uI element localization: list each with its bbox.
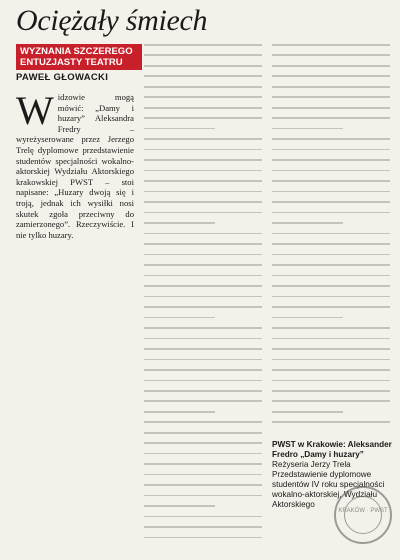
text-line-placeholder xyxy=(272,191,390,193)
info-heading: PWST w Krakowie: Aleksander Fredro „Damy i huzary” xyxy=(272,440,392,459)
text-line-placeholder xyxy=(272,369,390,371)
stamp-seal-icon xyxy=(334,486,392,544)
text-line-placeholder xyxy=(144,390,262,392)
text-line-placeholder xyxy=(144,369,262,371)
text-line-placeholder xyxy=(144,516,262,518)
text-line-placeholder xyxy=(144,537,262,539)
text-line-placeholder xyxy=(144,75,262,77)
text-line-placeholder xyxy=(272,317,343,319)
text-line-placeholder xyxy=(272,75,390,77)
text-line-placeholder xyxy=(272,411,343,413)
text-line-placeholder xyxy=(144,359,262,361)
text-line-placeholder xyxy=(144,296,262,298)
text-line-placeholder xyxy=(272,327,390,329)
article-lede: idzowie mogą mówić: „Damy i huzary” Aleksandra Fredry – wyreżyserowane przez Jerzego Trelę dyplomowe przedstawienie studentów specjalności wokalno-aktorskiej Wydziału Aktorskiego krakowskiej PWST – stoi napisane: „Huzary dwoją się i troją, jednak ich wysiłki nosi skutek zgoła przeciwny do zamierzonego”. Rzeczywiście. I nie tylko huzary. xyxy=(16,92,134,240)
text-line-placeholder xyxy=(144,65,262,67)
text-line-placeholder xyxy=(144,128,215,130)
article-column-1 xyxy=(16,88,134,240)
text-line-placeholder xyxy=(144,338,262,340)
text-line-placeholder xyxy=(272,264,390,266)
info-description: Przedstawienie dyplomowe studentów IV roku specjalności wokalno-aktorskiej, Wydziału Aktorskiego xyxy=(272,470,385,509)
text-line-placeholder xyxy=(272,159,390,161)
text-line-placeholder xyxy=(144,474,262,476)
text-placeholder-block xyxy=(144,44,262,538)
stamp-text: KRAKÓW · PWST xyxy=(338,508,388,514)
text-line-placeholder xyxy=(144,138,262,140)
text-line-placeholder xyxy=(272,421,390,423)
text-placeholder-block xyxy=(272,44,390,423)
text-line-placeholder xyxy=(144,96,262,98)
text-line-placeholder xyxy=(144,453,262,455)
text-line-placeholder xyxy=(144,495,262,497)
stamp-inner-ring xyxy=(344,496,382,534)
text-line-placeholder xyxy=(144,54,262,56)
text-line-placeholder xyxy=(272,86,390,88)
text-line-placeholder xyxy=(272,359,390,361)
text-line-placeholder xyxy=(144,327,262,329)
text-line-placeholder xyxy=(144,380,262,382)
text-line-placeholder xyxy=(144,348,262,350)
text-line-placeholder xyxy=(144,107,262,109)
text-line-placeholder xyxy=(144,484,262,486)
text-line-placeholder xyxy=(272,65,390,67)
text-line-placeholder xyxy=(144,149,262,151)
text-line-placeholder xyxy=(144,222,215,224)
text-line-placeholder xyxy=(272,306,390,308)
text-line-placeholder xyxy=(272,138,390,140)
text-line-placeholder xyxy=(272,149,390,151)
text-line-placeholder xyxy=(144,254,262,256)
text-line-placeholder xyxy=(272,107,390,109)
text-line-placeholder xyxy=(144,505,215,507)
text-line-placeholder xyxy=(144,285,262,287)
text-line-placeholder xyxy=(272,296,390,298)
text-line-placeholder xyxy=(144,159,262,161)
text-line-placeholder xyxy=(272,348,390,350)
text-line-placeholder xyxy=(272,338,390,340)
article-title: Ociężały śmiech xyxy=(16,4,208,37)
text-line-placeholder xyxy=(272,201,390,203)
text-line-placeholder xyxy=(272,44,390,46)
text-line-placeholder xyxy=(144,317,215,319)
text-line-placeholder xyxy=(272,170,390,172)
text-line-placeholder xyxy=(144,526,262,528)
text-line-placeholder xyxy=(144,400,262,402)
text-line-placeholder xyxy=(144,191,262,193)
text-line-placeholder xyxy=(144,264,262,266)
text-line-placeholder xyxy=(144,117,262,119)
text-line-placeholder xyxy=(144,421,262,423)
text-line-placeholder xyxy=(272,233,390,235)
text-line-placeholder xyxy=(144,442,262,444)
text-line-placeholder xyxy=(272,180,390,182)
text-line-placeholder xyxy=(144,201,262,203)
text-line-placeholder xyxy=(272,285,390,287)
text-line-placeholder xyxy=(272,128,343,130)
text-line-placeholder xyxy=(144,275,262,277)
text-line-placeholder xyxy=(272,400,390,402)
text-line-placeholder xyxy=(272,390,390,392)
text-line-placeholder xyxy=(144,463,262,465)
text-line-placeholder xyxy=(272,222,343,224)
text-line-placeholder xyxy=(272,117,390,119)
text-line-placeholder xyxy=(272,96,390,98)
article-kicker: WYZNANIA SZCZEREGO ENTUZJASTY TEATRU xyxy=(16,44,142,70)
article-author: PAWEŁ GŁOWACKI xyxy=(16,72,109,83)
article-column-2 xyxy=(144,44,262,547)
text-line-placeholder xyxy=(144,432,262,434)
dropcap: W xyxy=(16,88,54,133)
text-line-placeholder xyxy=(144,411,215,413)
text-line-placeholder xyxy=(272,54,390,56)
text-line-placeholder xyxy=(144,86,262,88)
info-director: Reżyseria Jerzy Trela xyxy=(272,460,351,469)
text-line-placeholder xyxy=(272,254,390,256)
article-column-3 xyxy=(272,44,390,432)
text-line-placeholder xyxy=(144,306,262,308)
text-line-placeholder xyxy=(272,243,390,245)
text-line-placeholder xyxy=(144,44,262,46)
text-line-placeholder xyxy=(144,212,262,214)
text-line-placeholder xyxy=(272,380,390,382)
text-line-placeholder xyxy=(144,170,262,172)
text-line-placeholder xyxy=(144,233,262,235)
text-line-placeholder xyxy=(144,180,262,182)
text-line-placeholder xyxy=(272,212,390,214)
text-line-placeholder xyxy=(144,243,262,245)
text-line-placeholder xyxy=(272,275,390,277)
